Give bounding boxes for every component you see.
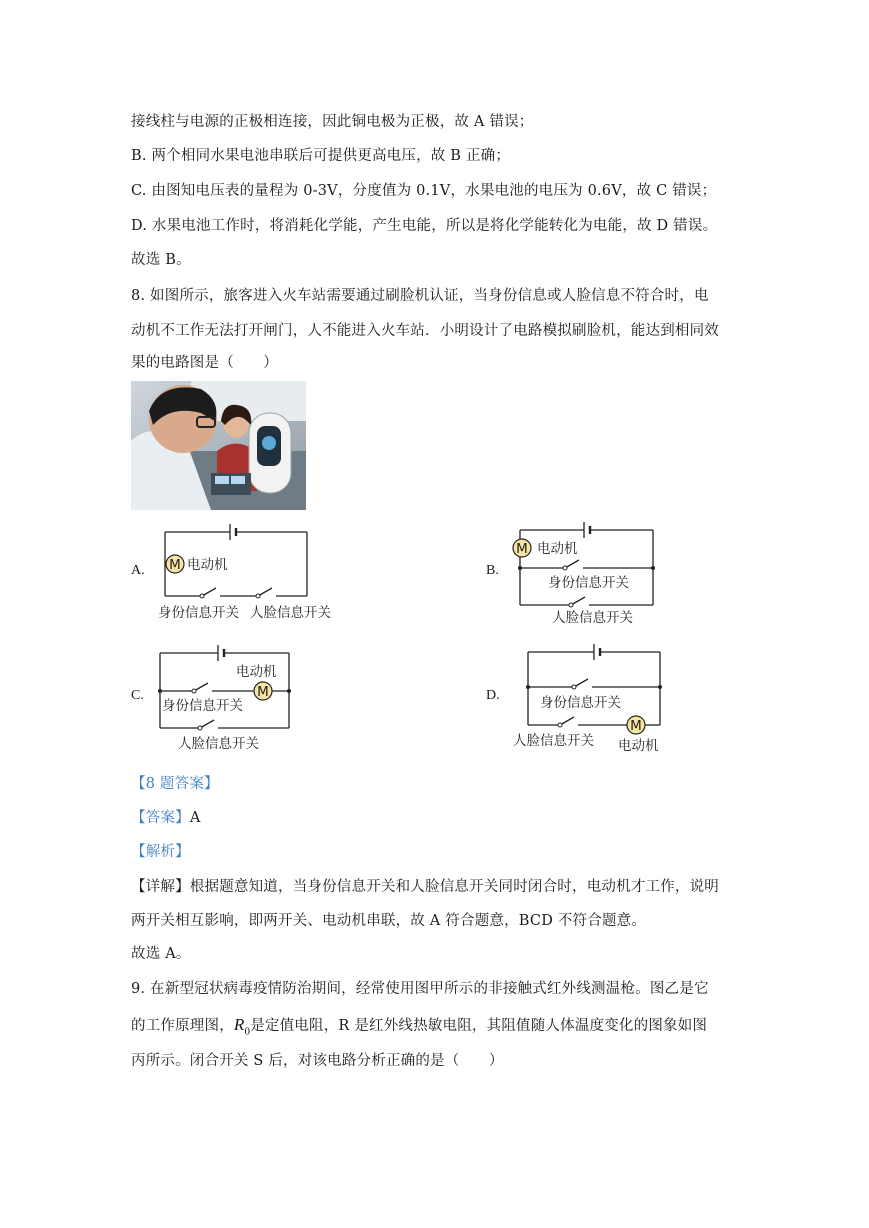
id-switch-label: 身份信息开关 bbox=[548, 575, 629, 591]
motor-label: 电动机 bbox=[618, 738, 659, 754]
q9-text-segment: 的工作原理图， bbox=[131, 1018, 234, 1034]
detail-line: 两开关相互影响，即两开关、电动机串联，故 A 符合题意，BCD 不符合题意。 bbox=[131, 913, 647, 929]
motor-symbol: M bbox=[257, 684, 269, 700]
q9-text-segment: 是定值电阻，R 是红外线热敏电阻，其阻值随人体温度变化的图象如图 bbox=[250, 1018, 708, 1034]
question-8-text: 果的电路图是（ ） bbox=[131, 355, 278, 371]
motor-symbol: M bbox=[516, 541, 528, 557]
text-line: 故选 B。 bbox=[131, 252, 191, 268]
answer-header: 【8 题答案】 bbox=[131, 776, 219, 792]
answer-value: A bbox=[189, 810, 201, 826]
option-a-label: A. bbox=[131, 563, 145, 578]
circuit-a-diagram bbox=[150, 515, 350, 627]
option-b-label: B. bbox=[486, 563, 499, 578]
question-8-text: 8. 如图所示，旅客进入火车站需要通过刷脸机认证，当身份信息或人脸信息不符合时，电 bbox=[131, 288, 709, 304]
conclusion-line: 故选 A。 bbox=[131, 946, 191, 962]
question-9-text: 9. 在新型冠状病毒疫情防治期间，经常使用图甲所示的非接触式红外线测温枪。图乙是它 bbox=[131, 981, 709, 997]
text-line: B. 两个相同水果电池串联后可提供更高电压，故 B 正确； bbox=[131, 148, 511, 164]
analysis-tag: 【解析】 bbox=[131, 844, 190, 860]
motor-label: 电动机 bbox=[537, 541, 578, 557]
question-9-text bbox=[131, 1015, 707, 1041]
face-switch-label: 人脸信息开关 bbox=[513, 733, 594, 749]
motor-label: 电动机 bbox=[187, 557, 228, 573]
circuit-b-diagram bbox=[505, 515, 665, 630]
r0-symbol bbox=[233, 1015, 251, 1038]
motor-symbol: M bbox=[630, 718, 642, 734]
r0-main: R bbox=[233, 1015, 245, 1034]
option-d-label: D. bbox=[486, 688, 500, 703]
face-scan-photo bbox=[131, 381, 306, 510]
face-switch-label: 人脸信息开关 bbox=[552, 610, 633, 626]
question-9-text: 丙所示。闭合开关 S 后，对该电路分析正确的是（ ） bbox=[131, 1053, 504, 1069]
face-switch-label: 人脸信息开关 bbox=[178, 736, 259, 752]
id-switch-label: 身份信息开关 bbox=[158, 605, 239, 621]
circuit-d-diagram bbox=[510, 638, 670, 756]
id-switch-label: 身份信息开关 bbox=[540, 695, 621, 711]
question-8-text: 动机不工作无法打开闸门，人不能进入火车站．小明设计了电路模拟刷脸机，能达到相同效 bbox=[131, 323, 719, 339]
text-line: D. 水果电池工作时，将消耗化学能，产生电能，所以是将化学能转化为电能，故 D 错误。 bbox=[131, 218, 718, 234]
face-switch-label: 人脸信息开关 bbox=[250, 605, 331, 621]
text-line: 接线柱与电源的正极相连接，因此铜电极为正极，故 A 错误； bbox=[131, 114, 534, 130]
id-switch-label: 身份信息开关 bbox=[162, 698, 243, 714]
r0-sub: 0 bbox=[244, 1025, 251, 1038]
answer-tag: 【答案】 bbox=[131, 810, 190, 826]
circuit-c-diagram bbox=[150, 638, 300, 756]
text-line: C. 由图知电压表的量程为 0-3V，分度值为 0.1V，水果电池的电压为 0.6V，故 C 错误； bbox=[131, 183, 717, 199]
detail-line: 【详解】根据题意知道，当身份信息开关和人脸信息开关同时闭合时，电动机才工作，说明 bbox=[131, 879, 719, 895]
option-c-label: C. bbox=[131, 688, 144, 703]
motor-label: 电动机 bbox=[236, 664, 277, 680]
answer-line bbox=[131, 808, 200, 828]
motor-symbol: M bbox=[169, 557, 181, 573]
